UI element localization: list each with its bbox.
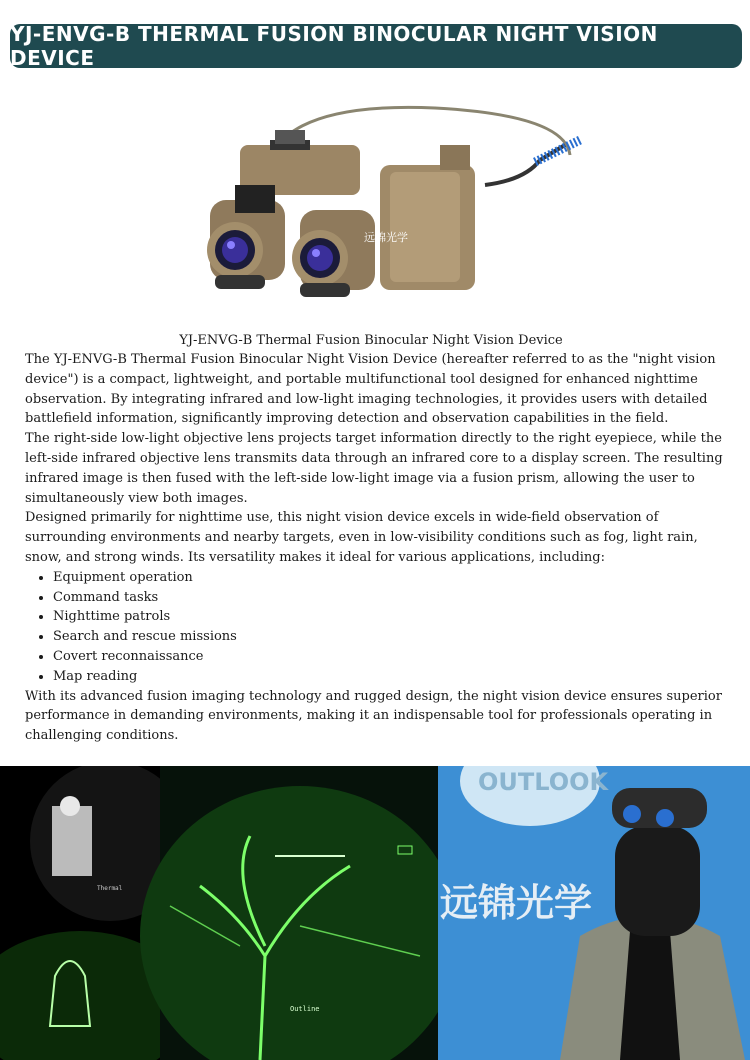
usage-photo-strip: [0, 766, 750, 1060]
closing-paragraph: With its advanced fusion imaging technology and rugged design, the night vision device ensures superior performance in demanding environments, making it an indispensable tool for professionals operating in challenging conditions.: [25, 688, 722, 744]
list-item: • Equipment operation: [53, 568, 725, 588]
list-item: • Command tasks: [53, 588, 725, 608]
image-caption: YJ-ENVG-B Thermal Fusion Binocular Night Vision Device: [179, 333, 563, 348]
list-item: • Nighttime patrols: [53, 607, 725, 627]
page-title: YJ-ENVG-B THERMAL FUSION BINOCULAR NIGHT VISION DEVICE: [10, 22, 658, 70]
description: [25, 350, 725, 746]
paragraph: The right-side low-light objective lens projects target information directly to the right eyepiece, while the left-side infrared objective lens transmits data through an infrared core to a display screen. The resulting infrared image is then fused with the left-side low-light image via a fusion prism, allowing the user to simultaneously view both images.: [25, 431, 723, 506]
list-item: • Map reading: [53, 667, 725, 687]
outline-label: Outline: [290, 1005, 320, 1013]
applications-list: [25, 568, 725, 687]
list-item: • Search and rescue missions: [53, 627, 725, 647]
paragraph: The YJ-ENVG-B Thermal Fusion Binocular Night Vision Device (hereafter referred to as the "night vision device") is a compact, lightweight, and portable multifunctional tool designed for enhanced nighttime observation. By integrating infrared and low-light imaging technologies, it provides users with detailed battlefield information, significantly improving detection and observation capabilities in the field.: [25, 352, 716, 427]
wall-text: 远锦光学: [440, 881, 593, 925]
list-item: • Covert reconnaissance: [53, 647, 725, 667]
paragraph: Designed primarily for nighttime use, this night vision device excels in wide-field observation of surrounding environments and nearby targets, even in low-visibility conditions such as fog, light rain, snow, and strong winds. Its versatility makes it ideal for various applications, including:: [25, 510, 698, 565]
thermal-label: Thermal: [97, 885, 123, 892]
title-banner: [10, 24, 742, 68]
watermark-text: 远锦光学: [364, 231, 408, 244]
product-photo: [195, 100, 585, 330]
outlook-sign: OUTLOOK: [478, 768, 609, 796]
